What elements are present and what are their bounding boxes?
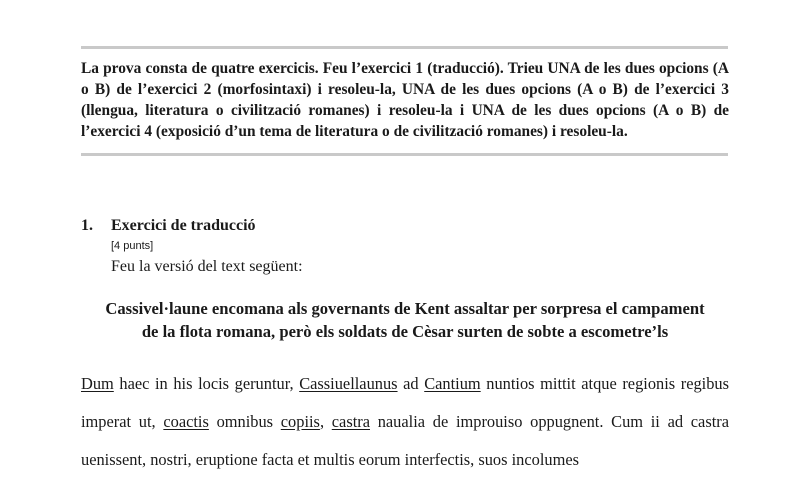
glossed-word: Cantium: [424, 374, 481, 393]
passage-text: omnibus: [208, 412, 281, 431]
passage-text: haec in his locis geruntur,: [113, 374, 300, 393]
passage-text: naualia de improuiso oppugnent. Cum ii ad castra uenissent, nostri, eruptione facta et multis eorum interfectis, suos incolumes: [81, 412, 729, 469]
passage-title: [81, 297, 729, 343]
passage-text: ,: [319, 412, 332, 431]
passage-title-line2: de la flota romana, però els soldats de Cèsar surten de sobte a escometre’ls: [141, 322, 669, 341]
glossed-word: castra: [331, 412, 370, 431]
exam-instructions: La prova consta de quatre exercicis. Feu l’exercici 1 (traducció). Trieu UNA de les dues opcions (A o B) de l’exercici 2 (morfosintaxi) i resoleu-la, UNA de les dues opcions (A o B) de l’exercici 3 (llengua, literatura o civilització romanes) i resoleu-la i UNA de les dues opcions (A o B) de l’exercici 4 (exposició d’un tema de literatura o de civilització romanes) i resoleu-la.: [81, 60, 729, 140]
glossed-word: coactis: [163, 412, 209, 431]
exercise-points: [4 punts]: [111, 240, 154, 252]
passage-text: ad: [397, 374, 425, 393]
passage-text: nuntios mittit atque regionis regibus imperat ut,: [81, 374, 730, 431]
glossed-word: Cassiuellaunus: [299, 374, 398, 393]
bottom-divider: [81, 153, 728, 156]
passage-title-line1: Cassivel·laune encomana als governants de Kent assaltar per sorpresa el campament: [105, 299, 705, 318]
exercise-title: Exercici de traducció: [111, 217, 256, 234]
exercise-number: 1.: [81, 217, 93, 234]
latin-passage: [81, 365, 729, 479]
top-divider: [81, 46, 728, 49]
glossed-word: Dum: [81, 374, 114, 393]
glossed-word: copiis: [280, 412, 320, 431]
exercise-task: Feu la versió del text següent:: [111, 258, 303, 275]
